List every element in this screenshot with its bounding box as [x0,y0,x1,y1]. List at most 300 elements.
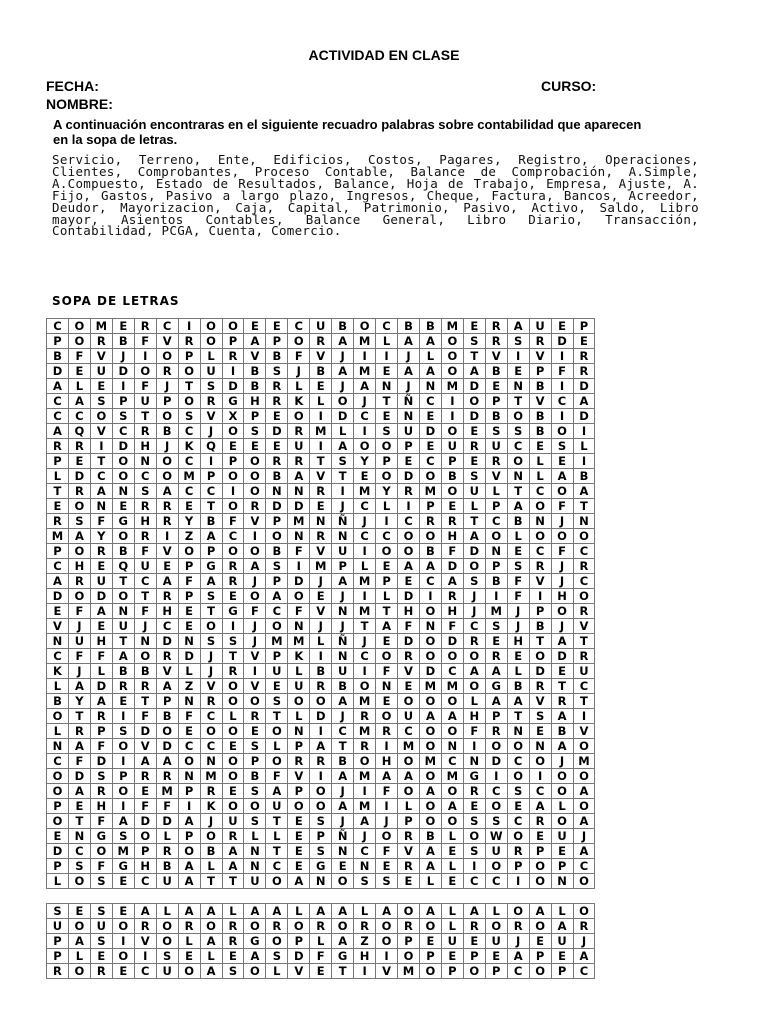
grid-cell: R [529,814,551,829]
grid-cell: H [507,634,529,649]
grid-cell: O [463,829,485,844]
grid-cell: T [332,739,354,754]
grid-cell: B [47,349,69,364]
grid-cell: T [529,634,551,649]
grid-cell: R [441,514,463,529]
grid-cell: U [332,664,354,679]
grid-cell: J [200,664,222,679]
grid-cell: R [68,439,90,454]
grid-cell: P [47,949,69,964]
grid-cell: N [398,409,420,424]
grid-cell: G [222,604,244,619]
grid-cell: O [441,484,463,499]
grid-cell: S [68,514,90,529]
grid-cell: B [112,334,134,349]
grid-cell: U [112,619,134,634]
grid-cell: M [288,514,310,529]
grid-cell: E [310,499,332,514]
grid-cell: L [200,859,222,874]
grid-cell: O [200,724,222,739]
grid-cell: R [310,529,332,544]
grid-cell: N [419,379,441,394]
grid-cell: L [354,904,376,919]
word-search-grid [46,318,595,889]
grid-cell: R [507,919,529,934]
grid-cell: S [156,949,178,964]
grid-cell: J [354,829,376,844]
grid-cell: I [376,799,398,814]
grid-cell: E [68,364,90,379]
grid-cell: I [376,349,398,364]
grid-cell: T [266,844,288,859]
grid-cell: R [310,679,332,694]
grid-cell: E [68,904,90,919]
grid-cell: E [398,874,420,889]
grid-cell: A [419,904,441,919]
grid-row [47,544,595,559]
grid-cell: O [419,469,441,484]
grid-cell: O [288,799,310,814]
grid-cell: D [178,649,200,664]
grid-cell: T [200,499,222,514]
grid-cell: J [288,364,310,379]
grid-cell: R [222,829,244,844]
grid-cell: B [529,409,551,424]
grid-cell: D [551,649,573,664]
grid-cell: B [507,679,529,694]
grid-cell: L [47,874,69,889]
grid-cell: R [573,364,595,379]
grid-cell: M [441,319,463,334]
grid-cell: A [463,529,485,544]
grid-cell: P [398,439,420,454]
grid-cell: A [441,574,463,589]
grid-cell: M [419,754,441,769]
grid-cell: F [288,349,310,364]
grid-cell: B [244,769,266,784]
grid-cell: D [398,589,420,604]
grid-cell: N [288,724,310,739]
grid-cell: J [244,634,266,649]
grid-row [47,874,595,889]
grid-cell: R [178,334,200,349]
grid-cell: U [156,964,178,979]
grid-cell: A [463,904,485,919]
grid-cell: I [178,799,200,814]
grid-cell: A [68,529,90,544]
grid-cell: F [463,724,485,739]
grid-cell: R [485,454,507,469]
grid-cell: F [222,514,244,529]
grid-cell: L [266,739,288,754]
grid-cell: E [112,904,134,919]
grid-cell: P [266,574,288,589]
grid-cell: A [573,394,595,409]
grid-cell: A [419,784,441,799]
grid-cell: O [573,904,595,919]
grid-cell: A [463,664,485,679]
grid-cell: E [354,469,376,484]
grid-row [47,559,595,574]
grid2-row [47,919,595,934]
grid-cell: A [332,574,354,589]
grid-cell: V [310,349,332,364]
grid-cell: O [529,499,551,514]
grid-cell: F [551,364,573,379]
grid-cell: C [178,739,200,754]
grid-cell: R [573,604,595,619]
grid-cell: M [200,769,222,784]
grid-cell: O [244,544,266,559]
grid-row [47,574,595,589]
grid-cell: F [551,544,573,559]
grid-cell: O [332,919,354,934]
grid-cell: A [354,379,376,394]
grid-cell: U [47,919,69,934]
grid-cell: A [222,859,244,874]
grid-cell: A [244,904,266,919]
grid-cell: C [441,754,463,769]
grid-cell: E [551,844,573,859]
grid-cell: P [463,949,485,964]
grid-cell: O [47,814,69,829]
grid-cell: F [68,349,90,364]
grid-cell: A [156,754,178,769]
grid-cell: A [419,559,441,574]
grid-cell: O [47,784,69,799]
grid-cell: C [288,319,310,334]
grid-cell: X [222,409,244,424]
grid-cell: R [310,919,332,934]
grid-cell: I [573,454,595,469]
grid-cell: O [441,814,463,829]
grid-cell: Ñ [332,514,354,529]
grid-cell: U [398,424,420,439]
grid-cell: B [507,514,529,529]
grid-cell: U [156,874,178,889]
grid-cell: D [47,589,69,604]
grid-cell: O [419,964,441,979]
grid-cell: C [398,514,420,529]
grid-cell: C [47,649,69,664]
grid-cell: A [47,424,69,439]
grid-cell: D [112,439,134,454]
grid-cell: O [573,769,595,784]
grid-cell: I [112,934,134,949]
grid-cell: N [354,859,376,874]
grid-cell: P [398,814,420,829]
grid-cell: A [419,859,441,874]
grid-cell: D [310,709,332,724]
grid-cell: S [266,949,288,964]
grid-cell: O [266,724,288,739]
grid-cell: J [156,439,178,454]
grid-cell: R [68,484,90,499]
grid-cell: K [200,799,222,814]
grid-cell: D [112,364,134,379]
grid-cell: E [529,724,551,739]
grid-cell: E [551,949,573,964]
grid-cell: R [266,379,288,394]
grid-cell: V [200,679,222,694]
grid-cell: O [354,679,376,694]
grid-cell: P [156,394,178,409]
grid-cell: R [485,649,507,664]
grid-cell: E [441,844,463,859]
grid-cell: R [200,694,222,709]
grid-cell: A [266,589,288,604]
grid-cell: F [244,604,266,619]
grid-cell: R [47,439,69,454]
grid-cell: O [551,424,573,439]
grid-cell: V [398,844,420,859]
grid-cell: S [244,424,266,439]
grid-cell: A [244,334,266,349]
grid-cell: F [376,844,398,859]
grid-cell: O [376,439,398,454]
grid-cell: S [266,559,288,574]
grid-cell: A [376,769,398,784]
grid-cell: E [376,859,398,874]
grid-cell: U [463,484,485,499]
grid-cell: O [485,919,507,934]
grid-cell: R [156,649,178,664]
grid-row [47,829,595,844]
grid-cell: O [288,334,310,349]
grid-cell: A [332,934,354,949]
grid-cell: E [551,319,573,334]
grid-cell: R [419,514,441,529]
grid-cell: O [244,454,266,469]
grid-cell: W [485,829,507,844]
grid-cell: P [419,949,441,964]
grid-cell: E [266,679,288,694]
grid-cell: M [441,679,463,694]
grid-cell: O [419,634,441,649]
grid-cell: B [244,364,266,379]
grid2-row [47,964,595,979]
grid-cell: E [222,589,244,604]
grid-cell: I [156,529,178,544]
grid-cell: O [90,409,112,424]
grid-cell: I [222,364,244,379]
grid-cell: R [573,349,595,364]
grid-cell: J [507,619,529,634]
grid-cell: A [310,739,332,754]
grid-cell: O [222,319,244,334]
grid-cell: R [441,589,463,604]
grid-cell: T [134,589,156,604]
grid-cell: R [156,499,178,514]
grid-cell: O [419,529,441,544]
grid-cell: A [332,904,354,919]
grid-cell: M [354,364,376,379]
grid-cell: P [156,694,178,709]
grid-cell: R [310,754,332,769]
grid-cell: E [222,949,244,964]
grid-cell: L [441,904,463,919]
grid-cell: A [266,904,288,919]
grid-cell: R [90,709,112,724]
grid-cell: O [376,649,398,664]
grid-cell: F [507,574,529,589]
grid-cell: A [178,874,200,889]
grid-cell: U [68,634,90,649]
grid-cell: O [47,769,69,784]
grid-cell: E [68,799,90,814]
grid-cell: P [47,454,69,469]
grid-cell: O [222,424,244,439]
grid-cell: Q [68,424,90,439]
grid-row [47,589,595,604]
grid-row [47,739,595,754]
grid-cell: O [573,529,595,544]
grid-cell: E [419,439,441,454]
grid-cell: I [485,769,507,784]
grid-cell: T [134,694,156,709]
grid-cell: A [90,484,112,499]
grid-cell: C [156,319,178,334]
grid-cell: E [178,949,200,964]
grid-cell: N [68,829,90,844]
grid-cell: J [332,589,354,604]
grid-cell: N [288,529,310,544]
grid-cell: O [573,874,595,889]
grid-cell: Q [112,559,134,574]
grid-cell: O [288,919,310,934]
grid-cell: R [156,844,178,859]
grid-cell: F [134,709,156,724]
grid-cell: G [332,949,354,964]
grid-row [47,679,595,694]
grid-cell: O [200,829,222,844]
grid-cell: O [398,544,420,559]
grid-cell: M [441,379,463,394]
grid-cell: I [419,589,441,604]
grid-row [47,634,595,649]
grid-cell: A [244,559,266,574]
grid-cell: D [266,424,288,439]
grid-cell: N [310,874,332,889]
grid-cell: E [573,334,595,349]
grid-cell: C [178,484,200,499]
grid-row [47,619,595,634]
grid-cell: A [419,364,441,379]
grid-cell: S [376,424,398,439]
grid-cell: R [529,559,551,574]
grid-cell: N [573,514,595,529]
grid-cell: N [47,634,69,649]
grid-cell: O [463,679,485,694]
grid-cell: E [178,619,200,634]
grid-cell: I [376,514,398,529]
grid-cell: M [354,724,376,739]
grid-cell: S [463,814,485,829]
grid-row [47,439,595,454]
grid-cell: C [134,964,156,979]
grid-cell: D [47,364,69,379]
grid-cell: O [156,349,178,364]
grid-cell: B [529,424,551,439]
grid-cell: S [529,709,551,724]
grid-cell: O [68,319,90,334]
grid-cell: P [266,514,288,529]
grid-cell: R [134,679,156,694]
grid-cell: R [573,649,595,664]
grid-cell: I [112,379,134,394]
grid-cell: U [551,829,573,844]
grid-cell: I [354,964,376,979]
grid-cell: D [419,664,441,679]
grid-cell: S [463,334,485,349]
grid-cell: S [90,874,112,889]
grid-cell: G [90,829,112,844]
grid-cell: A [398,559,420,574]
grid-cell: A [441,709,463,724]
grid-cell: T [507,484,529,499]
grid-cell: O [200,319,222,334]
grid-cell: O [507,904,529,919]
grid-cell: P [441,964,463,979]
grid-cell: R [485,334,507,349]
grid-cell: M [419,679,441,694]
grid-cell: F [288,544,310,559]
grid-cell: T [376,394,398,409]
grid-cell: S [112,829,134,844]
grid-cell: R [134,319,156,334]
grid-cell: C [47,754,69,769]
grid-row [47,454,595,469]
grid-cell: O [222,544,244,559]
grid-cell: J [463,604,485,619]
grid-cell: I [354,664,376,679]
grid-cell: B [332,319,354,334]
grid-cell: S [244,739,266,754]
grid-cell: B [332,679,354,694]
grid-cell: F [288,604,310,619]
grid-cell: A [551,709,573,724]
grid-cell: P [485,709,507,724]
grid-row [47,694,595,709]
grid-cell: E [222,784,244,799]
grid2-row [47,934,595,949]
grid-cell: R [398,829,420,844]
grid-cell: T [266,709,288,724]
grid-cell: H [90,799,112,814]
grid-cell: F [134,544,156,559]
grid-cell: O [419,739,441,754]
grid-cell: R [68,574,90,589]
grid-cell: V [288,769,310,784]
grid-cell: C [485,514,507,529]
grid-cell: C [134,874,156,889]
grid-cell: K [288,394,310,409]
grid-cell: C [354,529,376,544]
grid-cell: V [376,964,398,979]
grid-cell: S [485,424,507,439]
grid-cell: Y [178,514,200,529]
grid-cell: C [47,559,69,574]
grid-cell: O [310,694,332,709]
grid-cell: U [529,319,551,334]
grid-cell: F [90,649,112,664]
grid-cell: O [551,484,573,499]
grid-cell: M [573,754,595,769]
grid-cell: N [441,739,463,754]
grid-cell: O [244,484,266,499]
grid-cell: O [222,754,244,769]
grid-cell: L [68,379,90,394]
